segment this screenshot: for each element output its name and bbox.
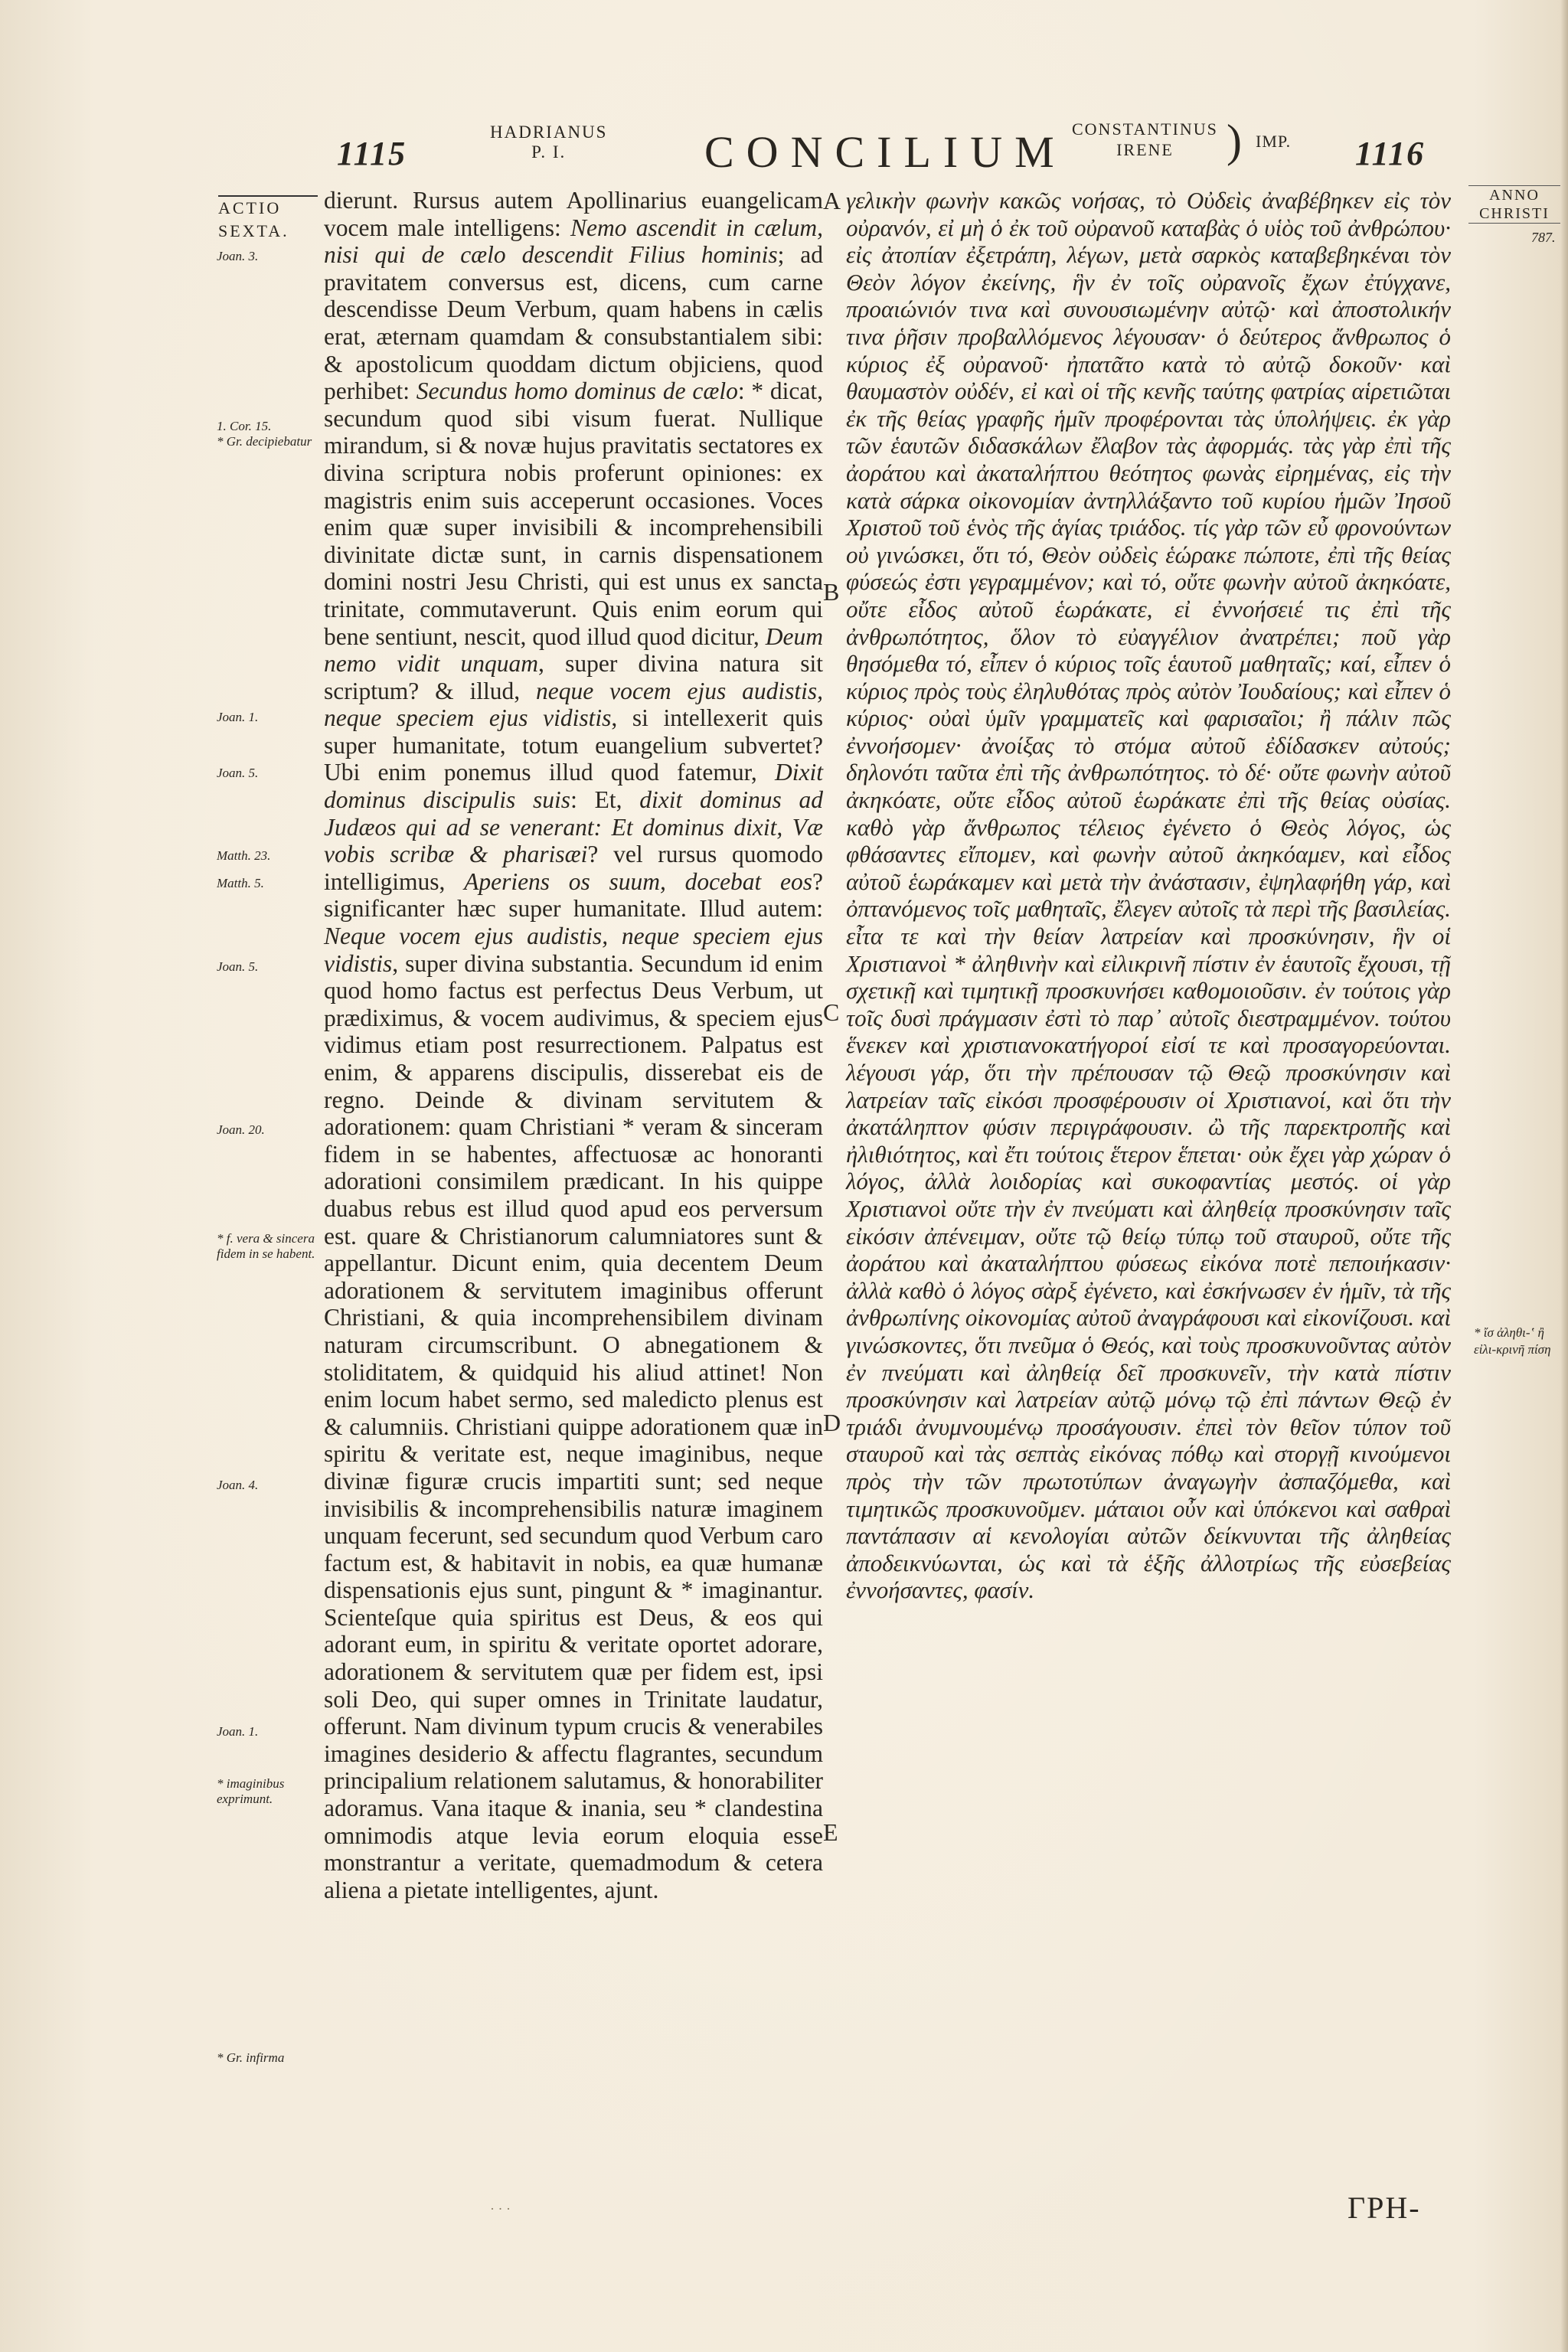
emperor-name-2: IRENE <box>1116 140 1174 159</box>
pope-name: HADRIANUS <box>490 122 608 142</box>
catchword: ΓΡΗ- <box>1348 2190 1421 2225</box>
page-number-left: 1115 <box>337 135 407 172</box>
emperor-heading <box>1072 119 1218 160</box>
section-letter-d: D <box>823 1409 841 1436</box>
margin-note: Joan. 1. <box>217 710 259 724</box>
emperor-name-1: CONSTANTINUS <box>1072 119 1218 139</box>
latin-column <box>324 187 823 1903</box>
margin-note: Joan. 1. <box>217 1724 259 1739</box>
header-brace: ) <box>1227 116 1242 166</box>
margin-note: Joan. 4. <box>217 1478 259 1492</box>
margin-note: Matth. 23. <box>217 848 271 863</box>
margin-note: * imaginibus exprimunt. <box>217 1776 285 1806</box>
right-margin-note: * ἴσ ἀληθι-ʽ ἢ εἰλι-κρινῆ πίση <box>1474 1325 1551 1357</box>
latin-paragraph: dierunt. Rursus autem Apollinarius euangelicam vocem male intelligens: Nemo ascendit in cælum, nisi qui de cælo descendit Filius hominis; ad pravitatem conversus est, dicens, cum carne descendisse Deum Verbum, quam habens in cælis erat, æternam quamdam & consubstantialem sibi: & apostolicum quoddam dictum objiciens, quod perhibet: Secundus homo dominus de cælo: * dicat, secundum quod sibi visum fuerat. Nullique mirandum, si & novæ hujus pravitatis sectatores ex divina scriptura nobis proferunt opiniones: ex magistris enim suis acceperunt occasiones. Voces enim quæ super invisibili & incomprehensibili divinitate dictæ sunt, in carnis dispensationem domini nostri Jesu Christi, qui est unus ex sancta trinitate, commutaverunt. Quis enim eorum qui bene sentiunt, nescit, quod illud quod dicitur, Deum nemo vidit unquam, super divina natura sit scriptum? & illud, neque vocem ejus audistis, neque speciem ejus vidistis, si intellexerit quis super humanitate, totum euangelium subvertet? Ubi enim ponemus illud quod fatemur, Dixit dominus discipulis suis: Et, dixit dominus ad Judæos qui ad se venerant: Et dominus dixit, Væ vobis scribæ & pharisæi? vel rursus quomodo intelligimus, Aperiens os suum, docebat eos? significanter hæc super humanitate. Illud autem: Neque vocem ejus audistis, neque speciem ejus vidistis, super divina substantia. Secundum id enim quod homo factus est perfectus Deus Verbum, ut prædiximus, & vocem audivimus, & speciem ejus vidimus etiam post resurrectionem. Palpatus est enim, & apparens discipulis, disserebat eis de regno. Deinde & divinam servitutem & adorationem: quam Christiani * veram & sinceram fidem in se habentes, affectuosæ ac honoranti adorationi consimilem prædicant. In his quippe duabus rebus est illud quod apud eos perversum est. quare & Christianorum calumniatores sunt & appellantur. Dicunt enim, quia decentem Deum adorationem & servitutem imaginibus offerunt Christiani, & quia incomprehensibilem divinam naturam circumscribunt. O abnegationem & stoliditatem, & quidquid his aliud attinet! Non enim locum habet sermo, sed maledicto plenus est & calumniis. Christiani quippe adorationem quæ in spiritu & veritate est, neque imaginibus, neque divinæ figuræ crucis impartiti sunt; sed neque invisibilis & incomprehensibilis naturæ imaginem unquam fecerunt, sed secundum quod Verbum caro factum est, & habitavit in nobis, ea quæ humanæ dispensationis ejus sunt, pingunt & * imaginantur. Scienteſque quia spiritus est Deus, & eos qui adorant eum, in spiritu & veritate oportet adorare, adorationem & servitutem quæ per fidem est, ipsi soli Deo, qui super omnes in Trinitate laudatur, offerunt. Nam divinum typum crucis & venerabiles imagines desiderio & affectu flagrantes, secundum principalium relationem salutamus, & honorabiliter adoramus. Vana itaque & inania, seu * clandestina omnimodis atque levia eorum eloquia esse monstrantur a veritate, quemadmodum & cetera aliena a pietate intelligentes, ajunt. <box>324 187 824 1903</box>
page-number-right: 1116 <box>1355 135 1426 172</box>
margin-note: * f. vera & sincera fidem in se habent. <box>217 1231 315 1261</box>
anno-christi-label: ANNO CHRISTI <box>1468 185 1560 224</box>
margin-note: Joan. 20. <box>217 1122 265 1137</box>
page-edge-shadow <box>1560 0 1568 2352</box>
margin-note: Joan. 5. <box>217 959 259 974</box>
margin-note: Joan. 3. <box>217 249 259 263</box>
anno-year: 787. <box>1531 230 1556 245</box>
pope-title: P. I. <box>531 142 567 162</box>
margin-note: * Gr. infirma <box>217 2050 285 2065</box>
section-letter-b: B <box>823 578 840 606</box>
section-letter-e: E <box>823 1818 838 1846</box>
section-letter-c: C <box>823 998 840 1026</box>
greek-column <box>846 187 1451 1604</box>
pope-heading <box>490 122 607 162</box>
margin-note: Joan. 5. <box>217 766 259 780</box>
running-title: CONCILIUM <box>704 127 1067 177</box>
greek-paragraph: γελικὴν φωνὴν κακῶς νοήσας, τὸ Οὐδεὶς ἀναβέβηκεν εἰς τὸν οὐρανόν, εἰ μὴ ὁ ἐκ τοῦ οὐρανοῦ καταβὰς ὁ υἱὸς τοῦ ἀνθρώπου· εἰς ἀτοπίαν ἐξετράπη, λέγων, μετὰ σαρκὸς καταβεβηκέναι τὸν Θεὸν λόγον ἐκείνης, ἣν ἐν τοῖς οὐρανοῖς ἔχων ἐτύγχανε, προαιώνιόν τινα καὶ συνουσιωμένην αὐτῷ· καὶ ἀποστολικήν τινα ῥῆσιν προβαλλόμενος λέγουσαν· ὁ δεύτερος ἄνθρωπος ὁ κύριος ἐξ οὐρανοῦ· ἠπατᾶτο κατὰ τὸ αὐτῷ δοκοῦν· καὶ θαυμαστὸν οὐδέν, εἰ καὶ οἱ τῆς κενῆς ταύτης φατρίας αἱρετιῶται ἐκ τῆς θείας γραφῆς ἡμῖν προφέρονται τὰς ὑπολήψεις. ἐκ γὰρ τῶν ἑαυτῶν διδασκάλων ἔλαβον τὰς ἀφορμάς. τὰς γὰρ ἐπὶ τῆς ἀοράτου καὶ ἀκαταλήπτου θεότητος φωνὰς εἰρημένας, εἰς τὴν κατὰ σάρκα οἰκονομίαν ἀντηλλάξαντο τοῦ κυρίου ἡμῶν Ἰησοῦ Χριστοῦ τοῦ ἑνὸς τῆς ἁγίας τριάδος. τίς γὰρ τῶν εὖ φρονούντων οὐ γινώσκει, ὅτι τό, Θεὸν οὐδεὶς ἑώρακε πώποτε, ἐπὶ τῆς θείας φύσεώς ἐστι γεγραμμένον; καὶ τό, οὔτε φωνὴν αὐτοῦ ἀκηκόατε, οὔτε εἶδος αὐτοῦ ἑωράκατε, εἰ ἐννοήσειέ τις ἐπὶ τῆς ἀνθρωπότητος, ὅλον τὸ εὐαγγέλιον ἀνατρέπει; ποῦ γὰρ θησόμεθα τό, εἶπεν ὁ κύριος τοῖς ἑαυτοῦ μαθηταῖς; καί, εἶπεν ὁ κύριος πρὸς τοὺς ἐληλυθότας πρὸς αὐτὸν Ἰουδαίους; καὶ εἶπεν ὁ κύριος· οὐαὶ ὑμῖν γραμματεῖς καὶ φαρισαῖοι; ἢ πάλιν πῶς ἐννοήσομεν· ἀνοίξας τὸ στόμα αὐτοῦ ἐδίδασκεν αὐτούς; δηλονότι ταῦτα ἐπὶ τῆς ἀνθρωπότητος. τὸ δέ· οὔτε φωνὴν αὐτοῦ ἀκηκόατε, οὔτε εἶδος αὐτοῦ ἑωράκατε ἐπὶ τῆς θείας οὐσίας. καθὸ γὰρ ἄνθρωπος τέλειος ἐγένετο ὁ Θεὸς λόγος, ὡς φθάσαντες εἴπομεν, καὶ φωνὴν αὐτοῦ ἀκηκόαμεν, καὶ εἶδος αὐτοῦ ἑωράκαμεν καὶ μετὰ τὴν ἀνάστασιν, ἐψηλαφήθη γάρ, καὶ ὀπτανόμενος τοῖς μαθηταῖς, ἔλεγεν αὐτοῖς τὰ περὶ τῆς βασιλείας. εἶτα τε καὶ τὴν θείαν λατρείαν καὶ προσκύνησιν, ἣν οἱ Χριστιανοὶ * ἀληθινὴν καὶ εἰλικρινῆ πίστιν ἐν ἑαυτοῖς ἔχουσι, τῇ σχετικῇ καὶ τιμητικῇ προσκυνήσει καθομοιοῦσιν. ἐν τούτοις γὰρ τοῖς δυσὶ πράγμασιν ἐστὶ τὸ παρ᾽ αὐτοῖς διεστραμμένον. τούτου ἕνεκεν καὶ χριστιανοκατήγοροί εἰσί τε καὶ προσαγορεύονται. λέγουσι γάρ, ὅτι τὴν πρέπουσαν τῷ Θεῷ προσκύνησιν καὶ λατρείαν ταῖς εἰκόσι προσφέρουσιν οἱ Χριστιανοί, καὶ ὅτι τὴν ἀκατάληπτον φύσιν περιγράφουσιν. ὢ τῆς παρεκτροπῆς καὶ ἠλιθιότητος, καὶ ἔτι τούτοις ἕτερον ἕπεται· οὐκ ἔχει γὰρ χώραν ὁ λόγος, ἀλλὰ λοιδορίας καὶ συκοφαντίας μεστός. οἱ γὰρ Χριστιανοὶ οὔτε τὴν ἐν πνεύματι καὶ ἀληθείᾳ προσκύνησιν ταῖς εἰκόσιν ἀπένειμαν, οὔτε τῷ θείῳ τύπῳ τοῦ σταυροῦ, οὔτε τῆς ἀοράτου καὶ ἀκαταλήπτου φύσεως εἰκόνα ποτὲ πεποιήκασιν· ἀλλὰ καθὸ ὁ λόγος σὰρξ ἐγένετο, καὶ ἐσκήνωσεν ἐν ἡμῖν, τὰ τῆς ἀνθρωπίνης οἰκονομίας αὐτοῦ ἀναγράφουσι καὶ εἰκονίζουσι. καὶ γινώσκοντες, ὅτι πνεῦμα ὁ Θεός, καὶ τοὺς προσκυνοῦντας αὐτὸν ἐν πνεύματι καὶ ἀληθείᾳ δεῖ προσκυνεῖν, τὴν κατὰ πίστιν προσκύνησιν καὶ λατρείαν αὐτῷ μόνῳ τῷ ἐπὶ πάντων Θεῷ ἐν τριάδι ἀνυμνουμένῳ προσάγουσιν. ἐπεὶ τὸν θεῖον τύπον τοῦ σταυροῦ καὶ τὰς σεπτὰς εἰκόνας πόθῳ καὶ στοργῇ κινούμενοι πρὸς τὴν τῶν πρωτοτύπων ἀναγωγὴν ἀσπαζόμεθα, καὶ τιμητικῶς προσκυνοῦμεν. μάταιοι οὖν καὶ ὑπόκενοι καὶ σαθραὶ παντάπασιν αἱ κενολογίαι αὐτῶν δείκνυνται τῆς ἀληθείας ἀποδεικνύωνται, ὡς καὶ τὰ ἑξῆς ἀλλοτρίως τῆς εὐσεβείας ἐννοήσαντες, φασίν. <box>846 187 1451 1604</box>
margin-note: Matth. 5. <box>217 876 264 890</box>
margin-note: * Gr. decipiebatur <box>217 434 312 449</box>
margin-note: 1. Cor. 15. <box>217 419 272 433</box>
actio-label: ACTIO SEXTA. <box>218 195 318 243</box>
page-ornament: · · · <box>490 2201 511 2216</box>
section-letter-a: A <box>823 187 841 214</box>
imp-label: IMP. <box>1256 132 1292 151</box>
